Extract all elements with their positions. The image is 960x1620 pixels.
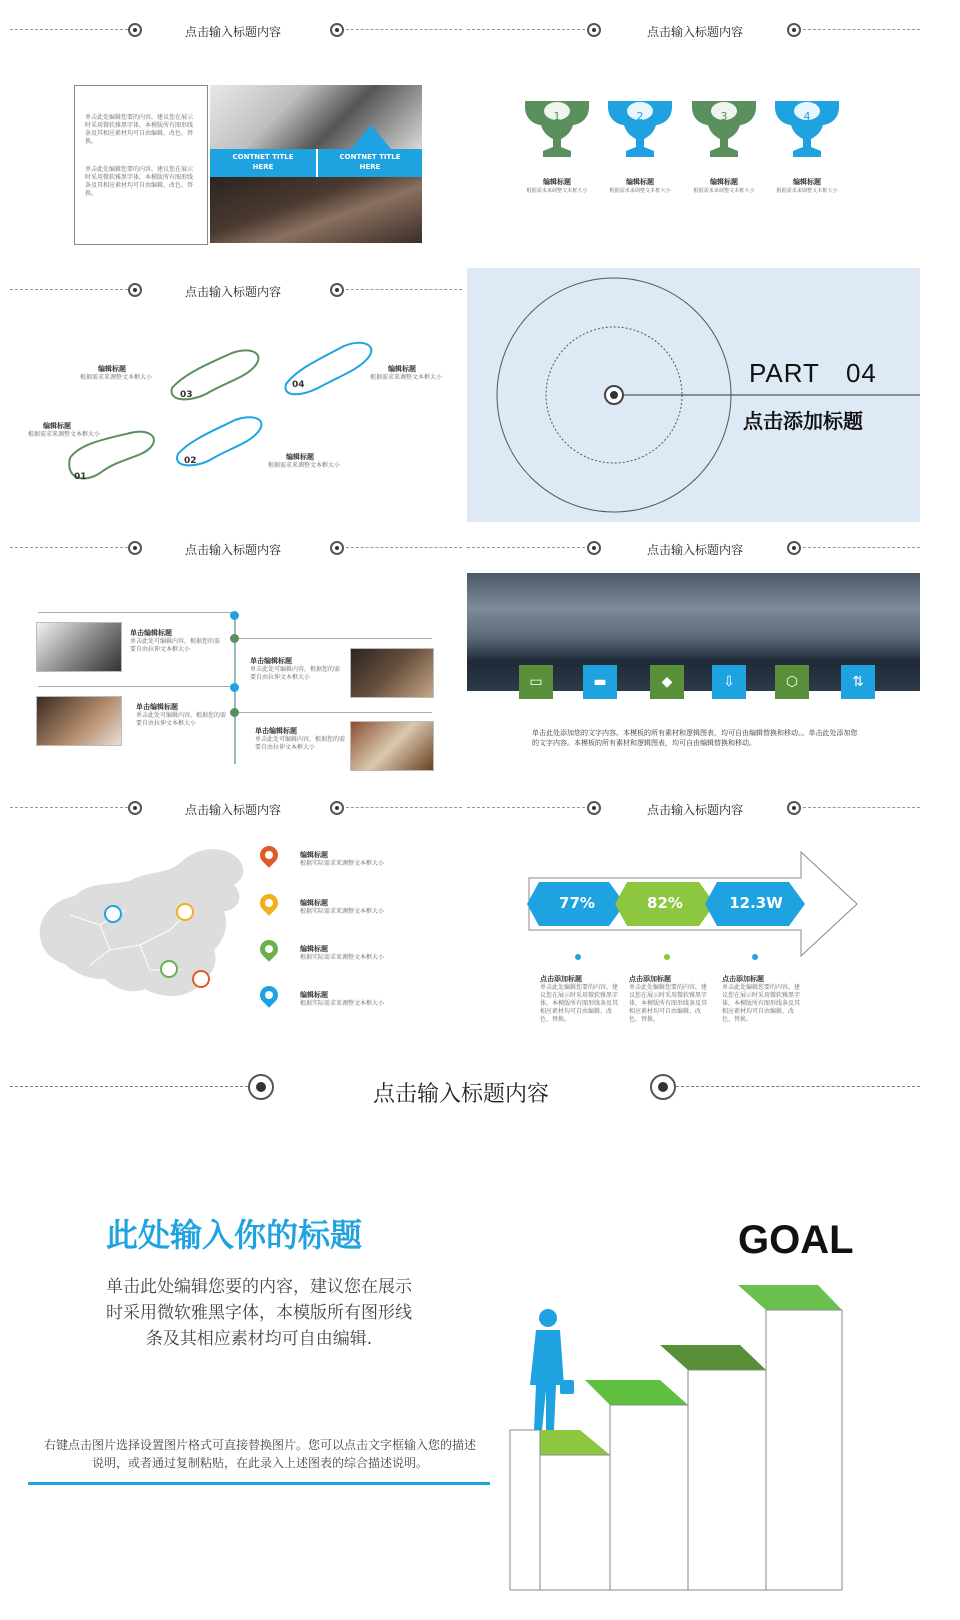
location-pin-icon — [256, 890, 281, 915]
header-dot-left — [587, 541, 601, 555]
trophy-item-2[interactable] — [600, 95, 680, 195]
part-number: 04 — [845, 358, 877, 388]
slide-title: 点击输入标题内容 — [185, 25, 282, 39]
timeline-item-1[interactable]: 单击编辑标题 单击此处可编辑内容，根据您的需要自由拉伸文本框大小 — [130, 629, 221, 653]
header-dot-left — [248, 1074, 274, 1100]
header-dot-left — [587, 801, 601, 815]
header-dot-left — [587, 23, 601, 37]
box-icon[interactable]: ◆ — [650, 665, 684, 699]
marker-title: 编辑标题 — [300, 991, 328, 999]
map-marker-label-2[interactable] — [300, 898, 410, 916]
trophy-title: 编辑标题 — [543, 178, 571, 186]
timeline-dot-1 — [230, 611, 239, 620]
map-pin-green — [160, 960, 178, 978]
timeline-dot-2 — [230, 634, 239, 643]
stat-column-1[interactable]: 点击添加标题 单击此处编辑您要的内容，建议您在展示时采用微软雅黑字体，本模版所有图形线条及其相应素材均可自由编辑、改色、替换。 — [540, 975, 619, 1023]
trophy-title: 编辑标题 — [626, 178, 654, 186]
stat-value-1: 77% — [559, 894, 595, 912]
stairs-graphic — [500, 1280, 860, 1620]
map-marker-label-3[interactable] — [300, 944, 410, 962]
cube-icon[interactable]: ⬡ — [775, 665, 809, 699]
step-num-03: 03 — [180, 390, 193, 400]
step-label-04[interactable]: 编辑标题 根据需求来调整文本框大小 — [370, 365, 443, 381]
header-dot-right — [330, 541, 344, 555]
step-num-01: 01 — [74, 472, 87, 482]
header-dot-left — [128, 801, 142, 815]
trophy-icon — [600, 95, 680, 163]
timeline-dot-4 — [230, 708, 239, 717]
timeline-dot-3 — [230, 683, 239, 692]
slide-title: 点击输入标题内容 — [647, 803, 744, 817]
banner-arrow — [351, 125, 391, 149]
trophy-number: 3 — [720, 110, 728, 123]
trophy-icon — [684, 95, 764, 163]
header-dot-right — [330, 23, 344, 37]
stat-value-2: 82% — [647, 894, 683, 912]
header-dot-right — [650, 1074, 676, 1100]
location-pin-icon — [256, 982, 281, 1007]
header-dot-right — [787, 23, 801, 37]
step-label-03[interactable]: 编辑标题 根据需求来调整文本框大小 — [80, 365, 153, 381]
photo-coffee — [350, 721, 434, 771]
trophy-number: 2 — [636, 110, 644, 123]
main-body[interactable]: 单击此处编辑您要的内容，建议您在展示时采用微软雅黑字体，本模版所有图形线条及其相应素材均可自由编辑. — [106, 1277, 412, 1349]
header-dot-right — [787, 801, 801, 815]
inbox-icon[interactable]: ▬ — [583, 665, 617, 699]
banner-label-1: CONTNET TITLE HERE — [232, 153, 294, 171]
trophy-number: 1 — [553, 110, 561, 123]
text-paragraph-2: 单击此处编辑您要的内容，建议您在展示时采用微软雅黑字体，本模版所有图形线条及其相应素材均可自由编辑、改色、替换。 — [85, 166, 194, 197]
trophy-icon — [767, 95, 847, 163]
trophy-desc: 根据需求来调整文本框大小 — [776, 187, 838, 194]
city-caption[interactable]: 单击此处添加您的文字内容。本模板的所有素材和逻辑图表，均可自由编辑替换和移动。。单击此处添加您的文字内容。本模板的所有素材和逻辑图表，均可自由编辑替换和移动。 — [532, 729, 858, 747]
slide-title: 点击输入标题内容 — [185, 543, 282, 557]
location-pin-icon — [256, 936, 281, 961]
step-label-01[interactable]: 编辑标题 根据需求来调整文本框大小 — [28, 422, 101, 438]
slide-7 — [0, 790, 462, 1042]
header-dot-right — [330, 801, 344, 815]
photo-handshake — [36, 622, 122, 672]
businessman-figure — [530, 1309, 574, 1430]
part-title[interactable]: 点击添加标题 — [743, 409, 863, 433]
marker-title: 编辑标题 — [300, 945, 328, 953]
footer-underline — [28, 1482, 490, 1485]
marker-desc: 根据实际需求来调整文本框大小 — [300, 860, 385, 867]
marker-desc: 根据实际需求来调整文本框大小 — [300, 954, 385, 961]
timeline-item-4[interactable]: 单击编辑标题 单击此处可编辑内容，根据您的需要自由拉伸文本框大小 — [255, 727, 346, 751]
slide-main — [0, 1050, 960, 1620]
part-label — [749, 358, 877, 389]
trophy-number: 4 — [803, 110, 811, 123]
stat-column-3[interactable]: 点击添加标题 单击此处编辑您要的内容，建议您在展示时采用微软雅黑字体，本模版所有图形线条及其相应素材均可自由编辑、改色、替换。 — [722, 975, 801, 1023]
tray-icon[interactable]: ▭ — [519, 665, 553, 699]
trophy-icon — [517, 95, 597, 163]
map-pin-blue — [104, 905, 122, 923]
slide-8 — [467, 790, 920, 1042]
photo-tablet — [350, 648, 434, 698]
banner-label-2: CONTNET TITLE HERE — [339, 153, 401, 171]
stat-column-2[interactable]: 点击添加标题 单击此处编辑您要的内容，建议您在展示时采用微软雅黑字体，本模版所有图形线条及其相应素材均可自由编辑、改色、替换。 — [629, 975, 708, 1023]
step-label-02[interactable]: 编辑标题 根据需求来调整文本框大小 — [268, 453, 341, 469]
trophy-desc: 根据需求来调整文本框大小 — [609, 187, 671, 194]
marker-desc: 根据实际需求来调整文本框大小 — [300, 908, 385, 915]
marker-title: 编辑标题 — [300, 851, 328, 859]
slide-6 — [467, 530, 920, 782]
header-dot-right — [787, 541, 801, 555]
marker-title: 编辑标题 — [300, 899, 328, 907]
slide-3 — [0, 268, 462, 522]
slide-title: 点击输入标题内容 — [185, 285, 282, 299]
header-dot-left — [128, 23, 142, 37]
trophy-title: 编辑标题 — [710, 178, 738, 186]
text-box[interactable] — [74, 85, 208, 245]
stat-value-3: 12.3W — [729, 894, 783, 912]
slide-2 — [467, 0, 920, 258]
trophy-desc: 根据需求来调整文本框大小 — [526, 187, 588, 194]
slide-1 — [0, 0, 462, 258]
slide-title: 点击输入标题内容 — [647, 25, 744, 39]
main-header-title[interactable]: 点击输入标题内容 — [373, 1082, 550, 1107]
text-paragraph-1: 单击此处编辑您要的内容，建议您在展示时采用微软雅黑字体，本模版所有图形线条及其相应素材均可自由编辑、改色、替换。 — [85, 114, 194, 145]
swap-icon[interactable]: ⇅ — [841, 665, 875, 699]
china-map — [30, 840, 260, 1010]
trophy-title: 编辑标题 — [793, 178, 821, 186]
download-box-icon[interactable]: ⇩ — [712, 665, 746, 699]
header-dot-left — [128, 541, 142, 555]
slide-title: 点击输入标题内容 — [185, 803, 282, 817]
map-pin-yellow — [176, 903, 194, 921]
map-marker-label-1[interactable] — [300, 850, 410, 868]
trophy-item-3[interactable] — [684, 95, 764, 195]
marker-desc: 根据实际需求来调整文本框大小 — [300, 1000, 385, 1007]
slide-title: 点击输入标题内容 — [647, 543, 744, 557]
map-marker-label-4[interactable] — [300, 990, 410, 1008]
footprints-graphic — [0, 268, 462, 522]
timeline-item-2[interactable]: 单击编辑标题 单击此处可编辑内容，根据您的需要自由拉伸文本框大小 — [250, 657, 341, 681]
photo-laptop — [36, 696, 122, 746]
location-pin-icon — [256, 842, 281, 867]
main-title[interactable]: 此处输入你的标题 — [106, 1216, 363, 1254]
part-word: PART — [749, 358, 820, 388]
trophy-item-4[interactable] — [767, 95, 847, 195]
timeline-item-3[interactable]: 单击编辑标题 单击此处可编辑内容，根据您的需要自由拉伸文本框大小 — [136, 703, 227, 727]
map-pin-orange — [192, 970, 210, 988]
slide-5 — [0, 530, 462, 782]
goal-label: GOAL — [738, 1218, 854, 1262]
step-num-04: 04 — [292, 380, 305, 390]
slide-4 — [467, 268, 920, 522]
main-footer-text[interactable]: 右键点击图片选择设置图片格式可直接替换图片。您可以点击文字框输入您的描述说明，或者通过复制粘贴，在此录入上述图表的综合描述说明。 — [43, 1438, 476, 1470]
tablet-photo — [210, 177, 422, 243]
trophy-item-1[interactable] — [517, 95, 597, 195]
circles-graphic — [467, 268, 920, 522]
step-num-02: 02 — [184, 456, 197, 466]
trophy-desc: 根据需求来调整文本框大小 — [693, 187, 755, 194]
